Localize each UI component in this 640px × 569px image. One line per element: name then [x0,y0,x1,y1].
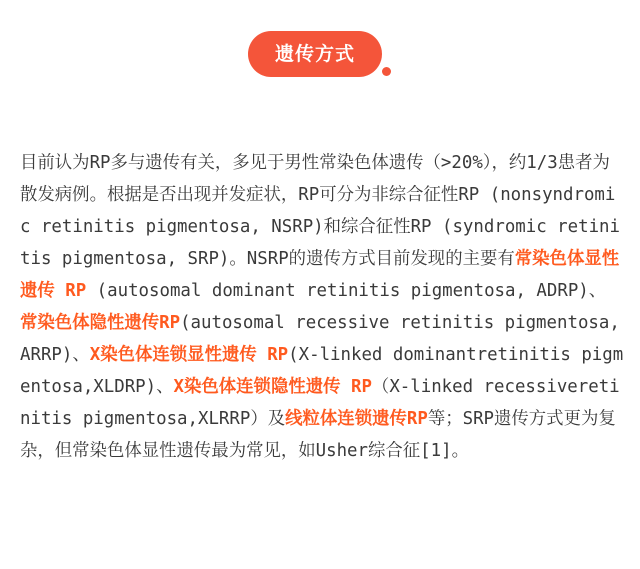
body-paragraph [20,147,624,467]
text-segment: 目前认为RP多与遗传有关，多见于男性常染色体遗传（>20%），约1/3患者为散发病例。根据是否出现并发症状，RP可分为非综合征性RP (nonsyndromic retinitis pigmentosa, NSRP)和综合征性RP (syndromic retinitis pigmentosa, SRP)。NSRP的遗传方式目前发现的主要有 [20,153,620,269]
highlight-xldrp: X染色体连锁显性遗传 RP [89,345,289,365]
text-segment: (X-linked dominantretinitis pigmentosa,XLDRP)、 [20,345,624,397]
highlight-mitochondrial: 线粒体连锁遗传RP [285,409,428,429]
text-segment: 等；SRP遗传方式更为复杂，但常染色体显性遗传最为常见，如Usher综合征[1]。 [20,409,616,461]
text-segment: (autosomal dominant retinitis pigmentosa, ADRP)、 [86,281,607,301]
highlight-adrp: 常染色体显性遗传 RP [20,249,620,301]
section-title-badge [248,31,382,77]
title-accent-dot [382,67,391,76]
highlight-xlrrp: X染色体连锁隐性遗传 RP [173,377,372,397]
text-segment: (autosomal recessive retinitis pigmentosa,ARRP)、 [20,313,620,365]
section-title: 遗传方式 [248,31,382,77]
highlight-arrp: 常染色体隐性遗传RP [20,313,181,333]
text-segment: （X-linked recessiveretinitis pigmentosa,XLRRP）及 [20,377,620,429]
